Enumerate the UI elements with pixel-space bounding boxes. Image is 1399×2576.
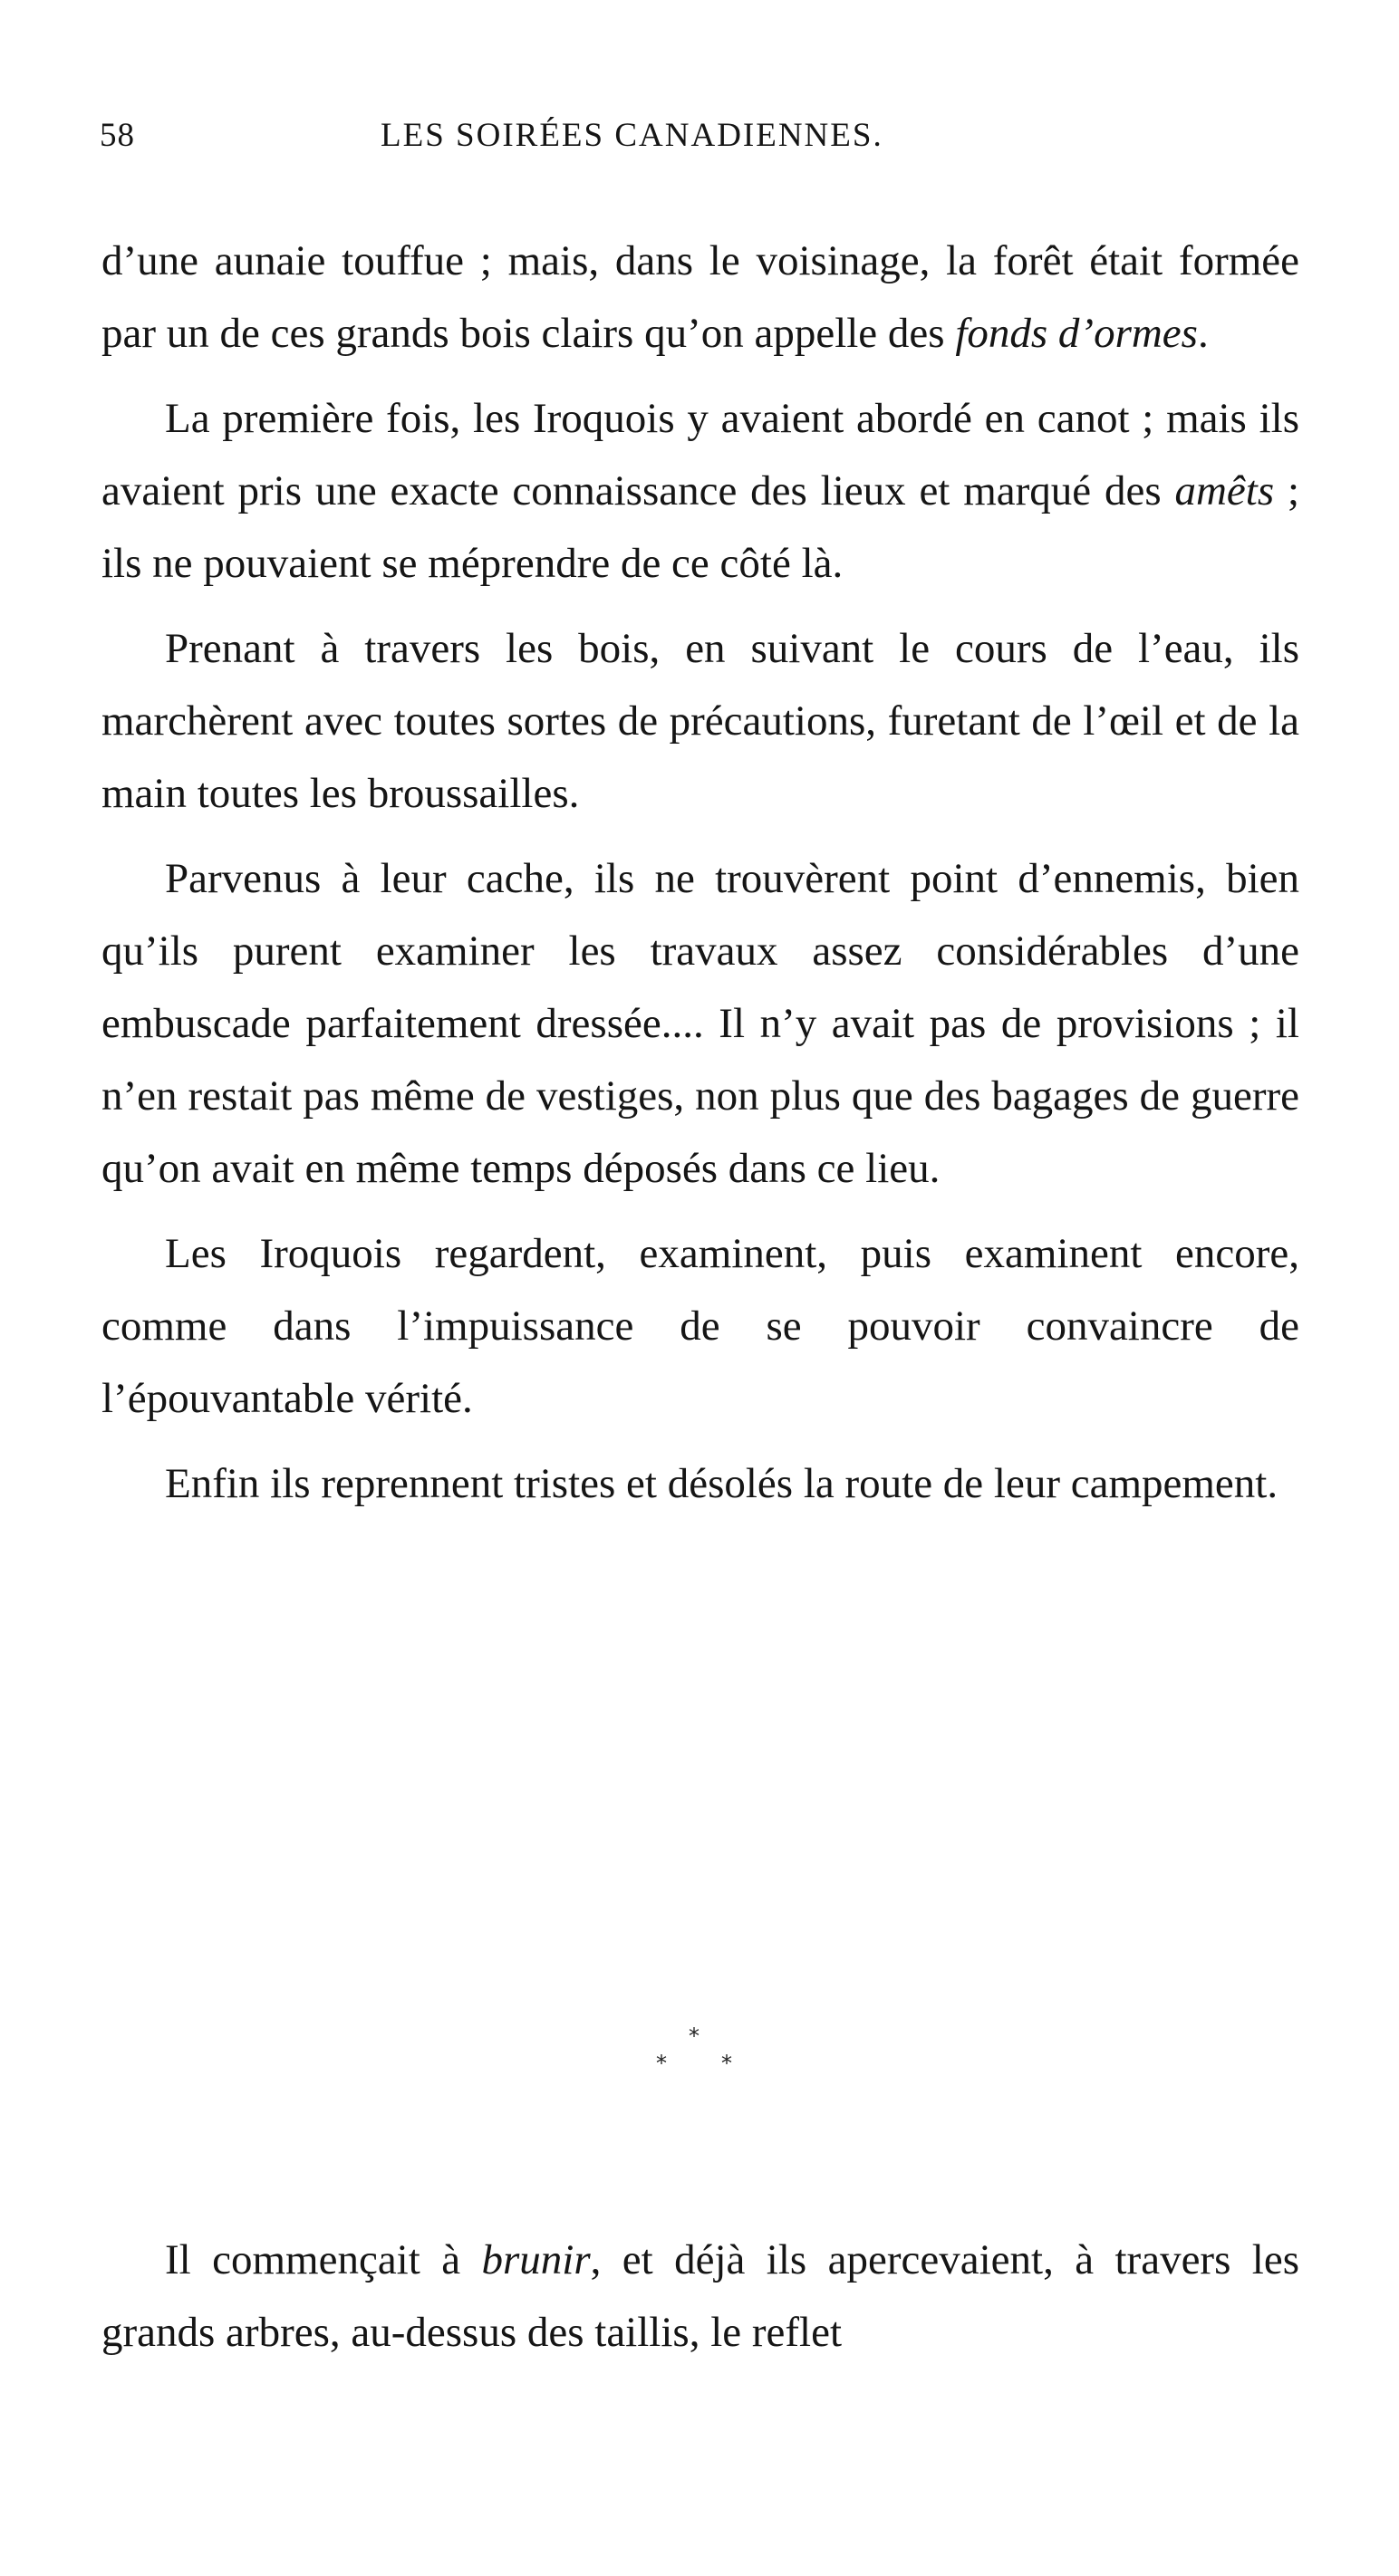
italic-term: amêts [1174, 467, 1275, 514]
body-text [101, 225, 1299, 1520]
body-text-continued [101, 2224, 1299, 2369]
asterism-star: * [656, 2051, 667, 2076]
paragraph [101, 382, 1299, 600]
paragraph-text: . [1197, 310, 1209, 357]
asterism-star: * [689, 2023, 700, 2049]
paragraph: Les Iroquois regardent, examinent, puis examinent encore, comme dans l’impuissance de se pouvoir convaincre de l’épouvantable vérité. [101, 1230, 1299, 1422]
italic-term: brunir [481, 2236, 591, 2283]
paragraph-text: d’une aunaie touffue ; mais, dans le voisinage, la forêt était formée par un de ces grands bois clairs qu’on appelle des [101, 237, 1299, 357]
paragraph [101, 2224, 1299, 2369]
italic-term: fonds d’ormes [955, 310, 1198, 357]
paragraph-text: , et déjà ils apercevaient, à travers les grands arbres, au-dessus des taillis, le reflet [101, 2236, 1299, 2356]
section-break-asterism [652, 2025, 747, 2089]
running-head [100, 116, 1296, 170]
asterism-star: * [721, 2051, 732, 2076]
paragraph-text: La première fois, les Iroquois y avaient abordé en canot ; mais ils avaient pris une exacte connaissance des lieux et marqué des [101, 395, 1299, 514]
paragraph-text: Il commençait à [165, 2236, 482, 2283]
paragraph-continuation [101, 225, 1299, 370]
paragraph: Enfin ils reprennent tristes et désolés la route de leur campement. [165, 1460, 1278, 1507]
paragraph: Parvenus à leur cache, ils ne trouvèrent point d’ennemis, bien qu’ils purent examiner les travaux assez considérables d’une embuscade parfaitement dressée.... Il n’y avait pas de provisions ; il n’en restait pas même de vestiges, non plus que des bagages de guerre qu’on avait en même temps déposés dans ce lieu. [101, 855, 1299, 1192]
paragraph-text: ; ils ne pouvaient se méprendre de ce côté là. [101, 467, 1299, 587]
paragraph: Prenant à travers les bois, en suivant le cours de l’eau, ils marchèrent avec toutes sortes de précautions, furetant de l’œil et de la main toutes les broussailles. [101, 625, 1299, 817]
page-number: 58 [100, 117, 135, 154]
book-title: LES SOIRÉES CANADIENNES. [381, 117, 883, 154]
